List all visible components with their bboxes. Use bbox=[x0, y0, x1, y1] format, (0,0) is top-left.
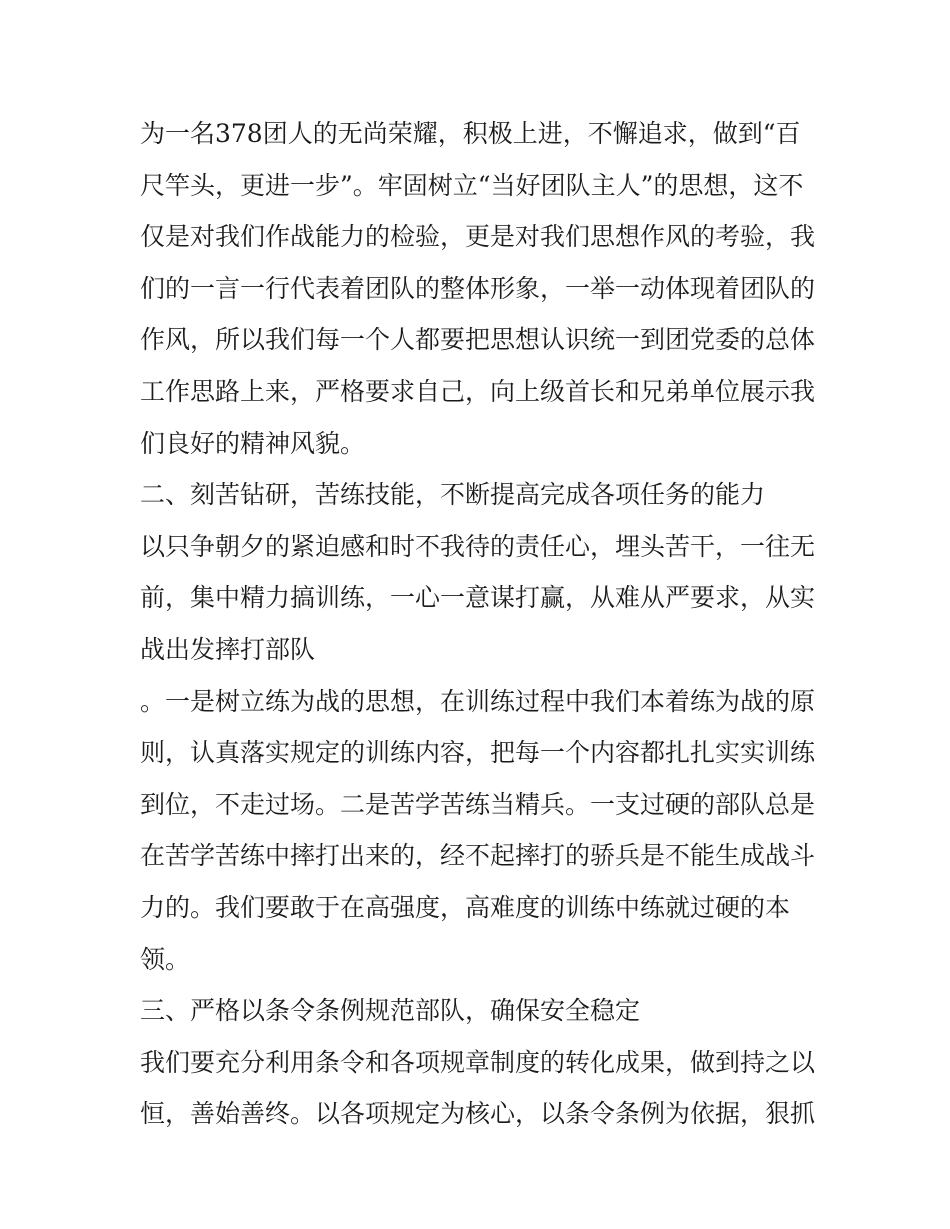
text-line: 为一名378团人的无尚荣耀，积极上进，不懈追求，做到“百 bbox=[140, 119, 801, 148]
text-line: 作风，所以我们每一个人都要把思想认识统一到团党委的总体 bbox=[140, 325, 816, 355]
text-line: 恒，善始善终。以各项规定为核心，以条令条例为依据，狠抓 bbox=[140, 1099, 816, 1129]
text-line: 仅是对我们作战能力的检验，更是对我们思想作风的考验，我 bbox=[140, 222, 816, 252]
text-line: 领。 bbox=[140, 944, 191, 974]
document-body bbox=[140, 108, 820, 1140]
text-line: 在苦学苦练中摔打出来的，经不起摔打的骄兵是不能生成战斗 bbox=[140, 841, 816, 871]
text-line: 前，集中精力搞训练，一心一意谋打赢，从难从严要求，从实 bbox=[140, 583, 816, 613]
text-line: 战出发摔打部队 bbox=[140, 634, 316, 664]
text-line: 工作思路上来，严格要求自己，向上级首长和兄弟单位展示我 bbox=[140, 376, 816, 406]
text-line: 力的。我们要敢于在高强度，高难度的训练中练就过硬的本 bbox=[140, 892, 791, 922]
section-heading-3: 三、严格以条令条例规范部队，确保安全稳定 bbox=[140, 996, 641, 1026]
text-line: 们良好的精神风貌。 bbox=[140, 428, 366, 458]
text-line: 到位，不走过场。二是苦学苦练当精兵。一支过硬的部队总是 bbox=[140, 789, 816, 819]
text-line: 以只争朝夕的紧迫感和时不我待的责任心，埋头苦干，一往无 bbox=[140, 531, 816, 561]
text-line: 尺竿头，更进一步”。牢固树立“当好团队主人”的思想，这不 bbox=[140, 170, 804, 200]
text-line: 们的一言一行代表着团队的整体形象，一举一动体现着团队的 bbox=[140, 273, 816, 303]
text-line: 我们要充分利用条令和各项规章制度的转化成果，做到持之以 bbox=[140, 1047, 816, 1077]
text-line: 。一是树立练为战的思想，在训练过程中我们本着练为战的原 bbox=[140, 686, 816, 716]
text-line: 则，认真落实规定的训练内容，把每一个内容都扎扎实实训练 bbox=[140, 738, 816, 768]
section-heading-2: 二、刻苦钻研，苦练技能，不断提高完成各项任务的能力 bbox=[140, 480, 766, 510]
